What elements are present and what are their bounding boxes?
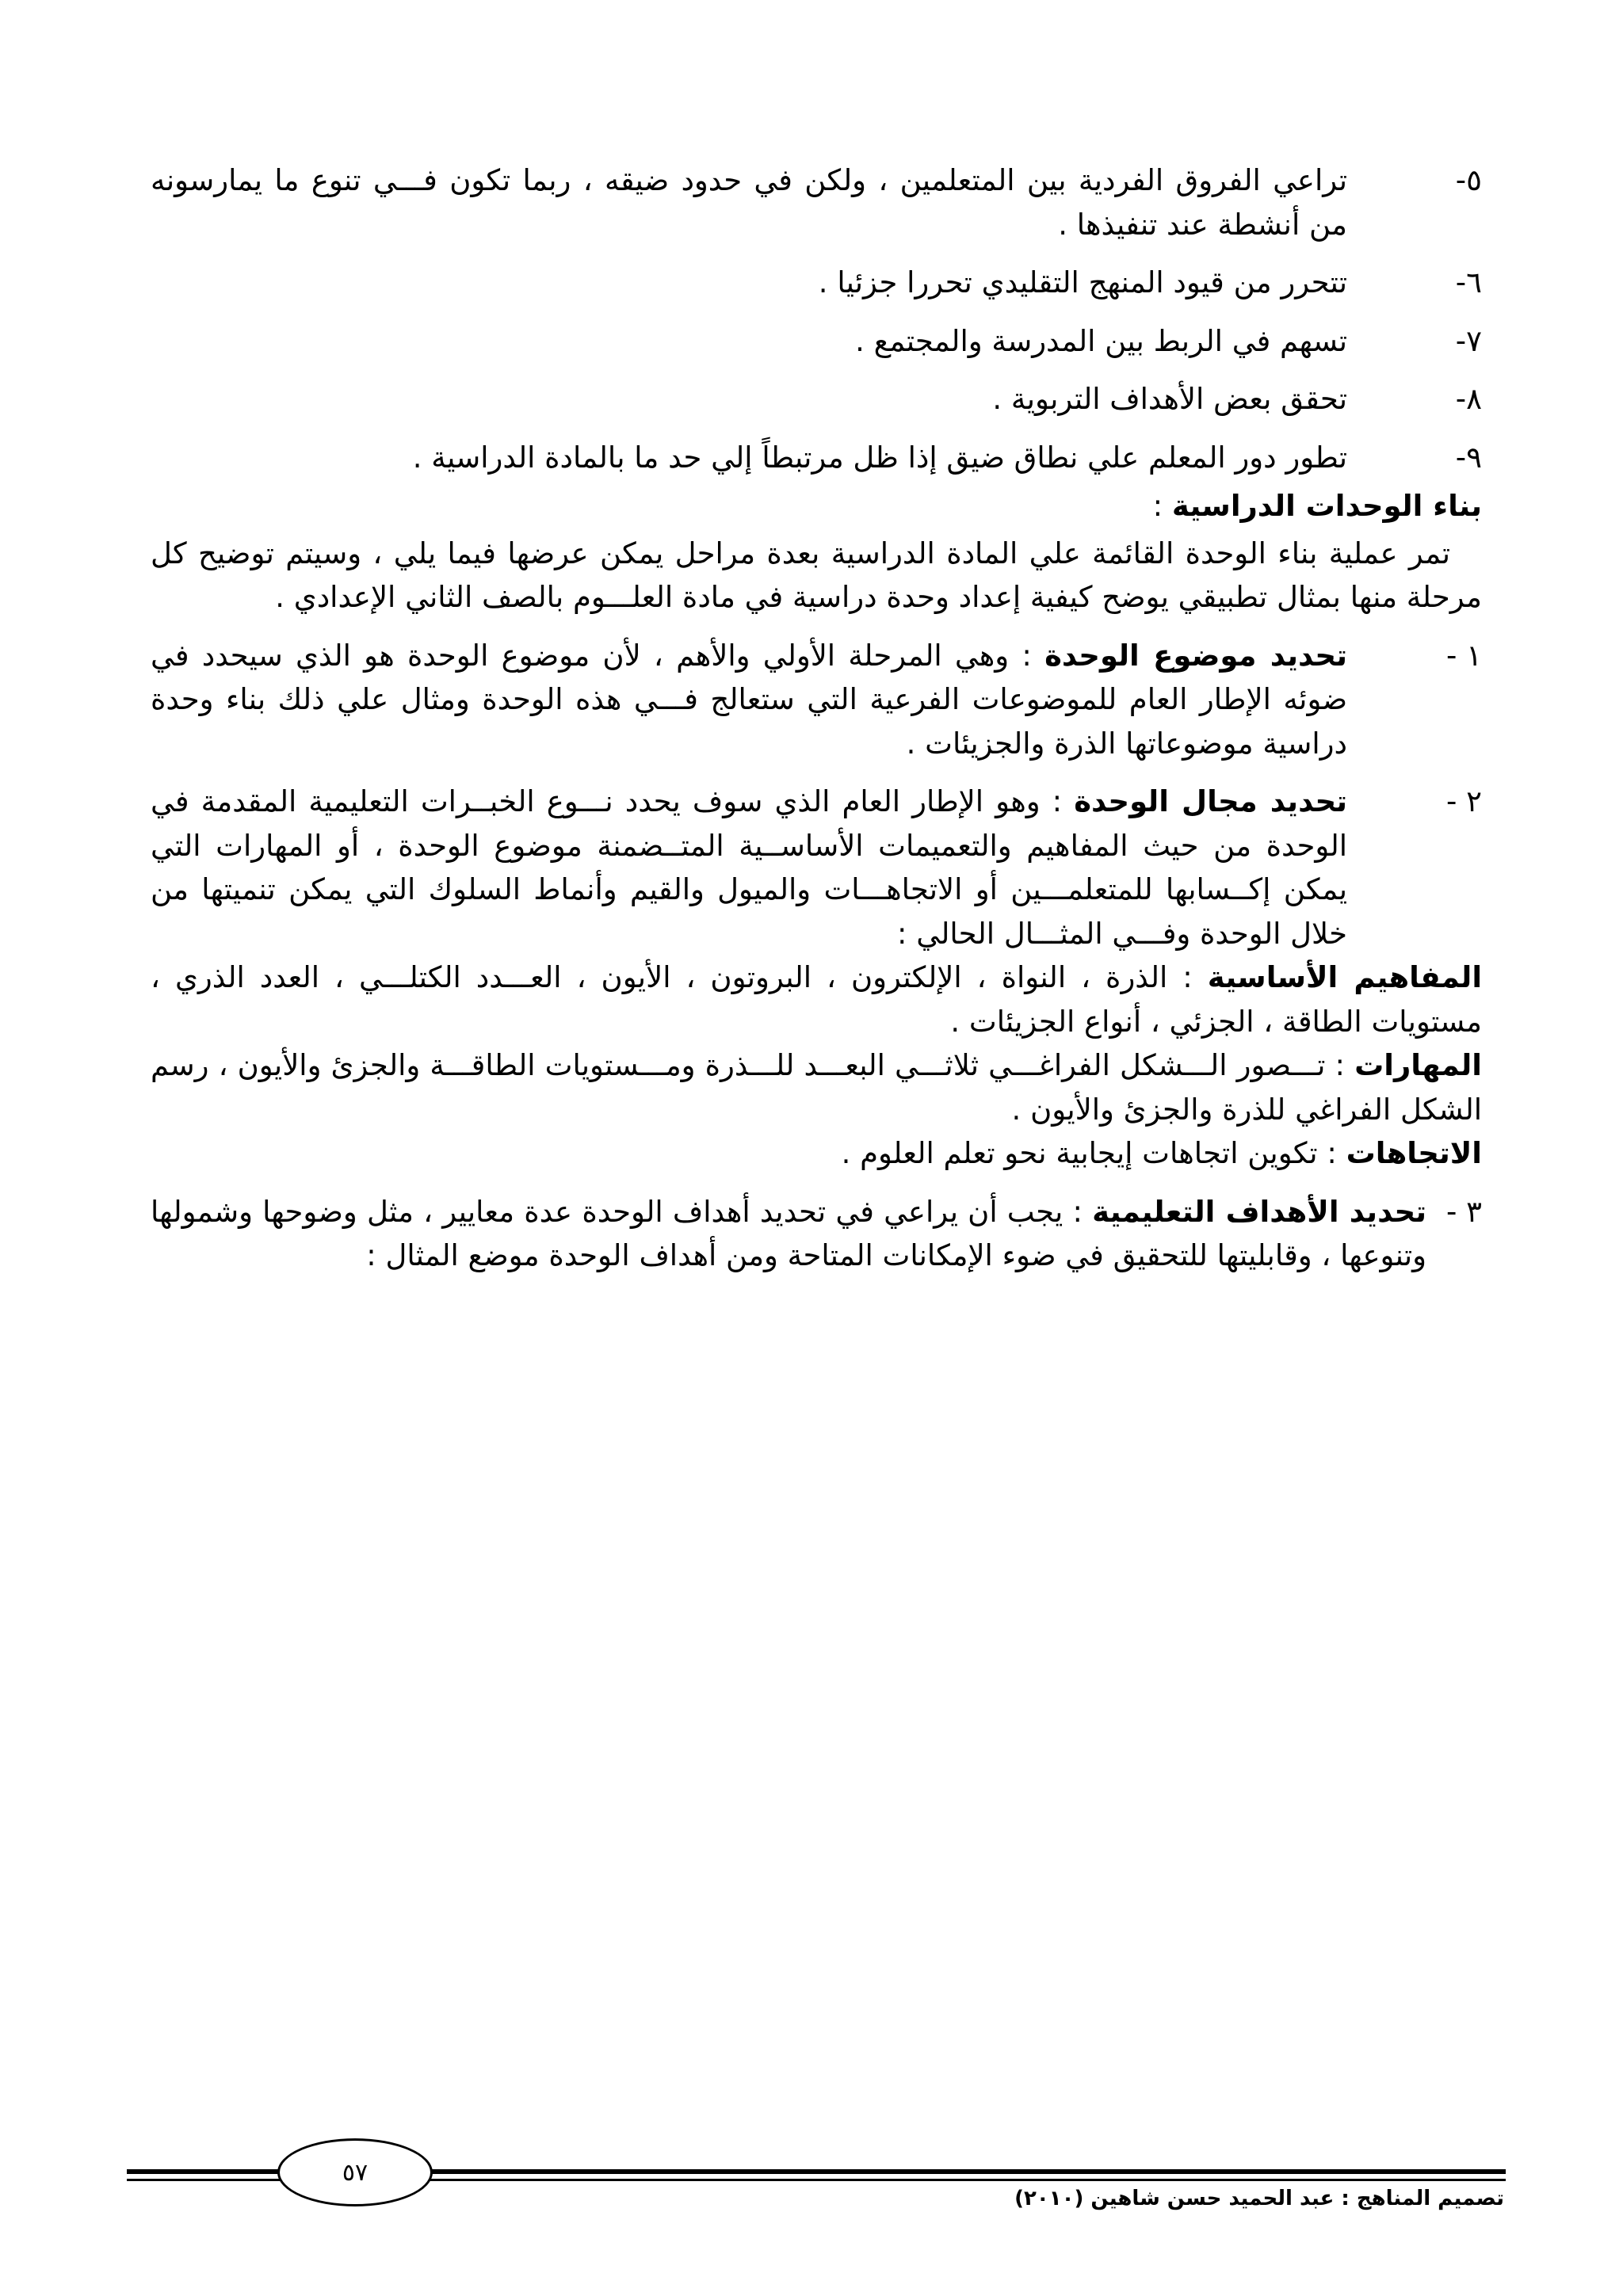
step-number: ٣ - [1446, 1194, 1482, 1229]
intro-text: تمر عملية بناء الوحدة القائمة علي المادة الدراسية بعدة مراحل يمكن عرضها فيما يلي ، وسيتم توضيح كل مرحلة منها بمثال تطبيقي يوضح كيفية إعداد وحدة دراسية في مادة العلـــوم بالصف الثاني الإعدادي . [151, 536, 1482, 614]
list-item-text: تسهم في الربط بين المدرسة والمجتمع . [855, 323, 1347, 358]
domain-concepts [151, 955, 1482, 1043]
domain-label: الاتجاهات [1346, 1136, 1482, 1170]
step-body [151, 1195, 1426, 1273]
list-item-text: تتحرر من قيود المنهج التقليدي تحررا جزئيا . [818, 265, 1347, 299]
list-item-number: ٨- [1455, 382, 1482, 416]
step-item [151, 780, 1482, 955]
domain-attitudes [151, 1131, 1482, 1176]
list-item-number: ٩- [1455, 440, 1482, 475]
list-item-number: ٥- [1455, 163, 1482, 197]
domain-skills [151, 1043, 1482, 1131]
domain-text: : الذرة ، النواة ، الإلكترون ، البروتون ، الأيون ، العـــدد الكتلـــي ، العدد الذري ، مستويات الطاقة ، الجزئي ، أنواع الجزيئات . [151, 960, 1482, 1039]
step-item [151, 1190, 1482, 1278]
list-item-text: تحقق بعض الأهداف التربوية . [992, 382, 1347, 416]
list-item [151, 377, 1482, 421]
intro-paragraph [151, 532, 1482, 620]
step-text: : وهو الإطار العام الذي سوف يحدد نـــوع الخبــرات التعليمية المقدمة في الوحدة من حيث المفاهيم والتعميمات الأساســية المتــضمنة موضوع الوحدة ، أو المهارات التي يمكن إكــسابها للمتعلمـــين أو الاتجاهـــات والميول والقيم وأنماط السلوك التي يمكن تنميتها من خلال الوحدة وفـــي المثـــال الحالي : [151, 784, 1347, 951]
page-content [151, 158, 1482, 1278]
page-number-oval [277, 2138, 433, 2206]
step-body [151, 784, 1347, 951]
step-text: : يجب أن يراعي في تحديد أهداف الوحدة عدة معايير ، مثل وضوحها وشمولها وتنوعها ، وقابليتها للتحقيق في ضوء الإمكانات المتاحة ومن أهداف الوحدة موضع المثال : [151, 1194, 1426, 1272]
section-heading-colon: : [1152, 489, 1172, 523]
step-title: تحديد الأهداف التعليمية [1092, 1194, 1426, 1229]
step-title: تحديد موضوع الوحدة [1044, 638, 1347, 673]
step-number: ٢ - [1446, 784, 1482, 818]
domain-text: : تكوين اتجاهات إيجابية نحو تعلم العلوم . [841, 1136, 1346, 1170]
section-heading-text: بناء الوحدات الدراسية [1171, 489, 1482, 523]
list-item-text: تراعي الفروق الفردية بين المتعلمين ، ولكن في حدود ضيقه ، ربما تكون فـــي تنوع ما يمارسونه من أنشطة عند تنفيذها . [151, 163, 1347, 242]
domain-label: المفاهيم الأساسية [1207, 960, 1483, 994]
step-text: : وهي المرحلة الأولي والأهم ، لأن موضوع الوحدة هو الذي سيحدد في ضوئه الإطار العام للموضوعات الفرعية التي ستعالج فـــي هذه الوحدة ومثال علي ذلك بناء وحدة دراسية موضوعاتها الذرة والجزيئات . [151, 638, 1347, 761]
step-body [151, 639, 1347, 761]
list-item-text: تطور دور المعلم علي نطاق ضيق إذا ظل مرتبطاً إلي حد ما بالمادة الدراسية . [412, 440, 1347, 475]
list-item [151, 319, 1482, 364]
page-number: ٥٧ [342, 2158, 369, 2187]
section-heading [151, 484, 1482, 528]
step-item [151, 634, 1482, 766]
list-item [151, 158, 1482, 246]
list-item-number: ٦- [1455, 265, 1482, 299]
domain-label: المهارات [1354, 1048, 1482, 1082]
top-list [151, 158, 1482, 479]
list-item-number: ٧- [1455, 323, 1482, 358]
step-title: تحديد مجال الوحدة [1074, 784, 1348, 818]
footer-credit: تصميم المناهج : عبد الحميد حسن شاهين (٢٠١٠) [1014, 2187, 1504, 2210]
list-item [151, 436, 1482, 480]
step-number: ١ - [1446, 638, 1482, 673]
domain-text: : تـــصور الـــشكل الفراغـــي ثلاثـــي البعـــد للـــذرة ومـــستويات الطاقـــة والجزئ والأيون ، رسم الشكل الفراغي للذرة والجزئ والأيون . [151, 1048, 1482, 1127]
list-item [151, 261, 1482, 305]
